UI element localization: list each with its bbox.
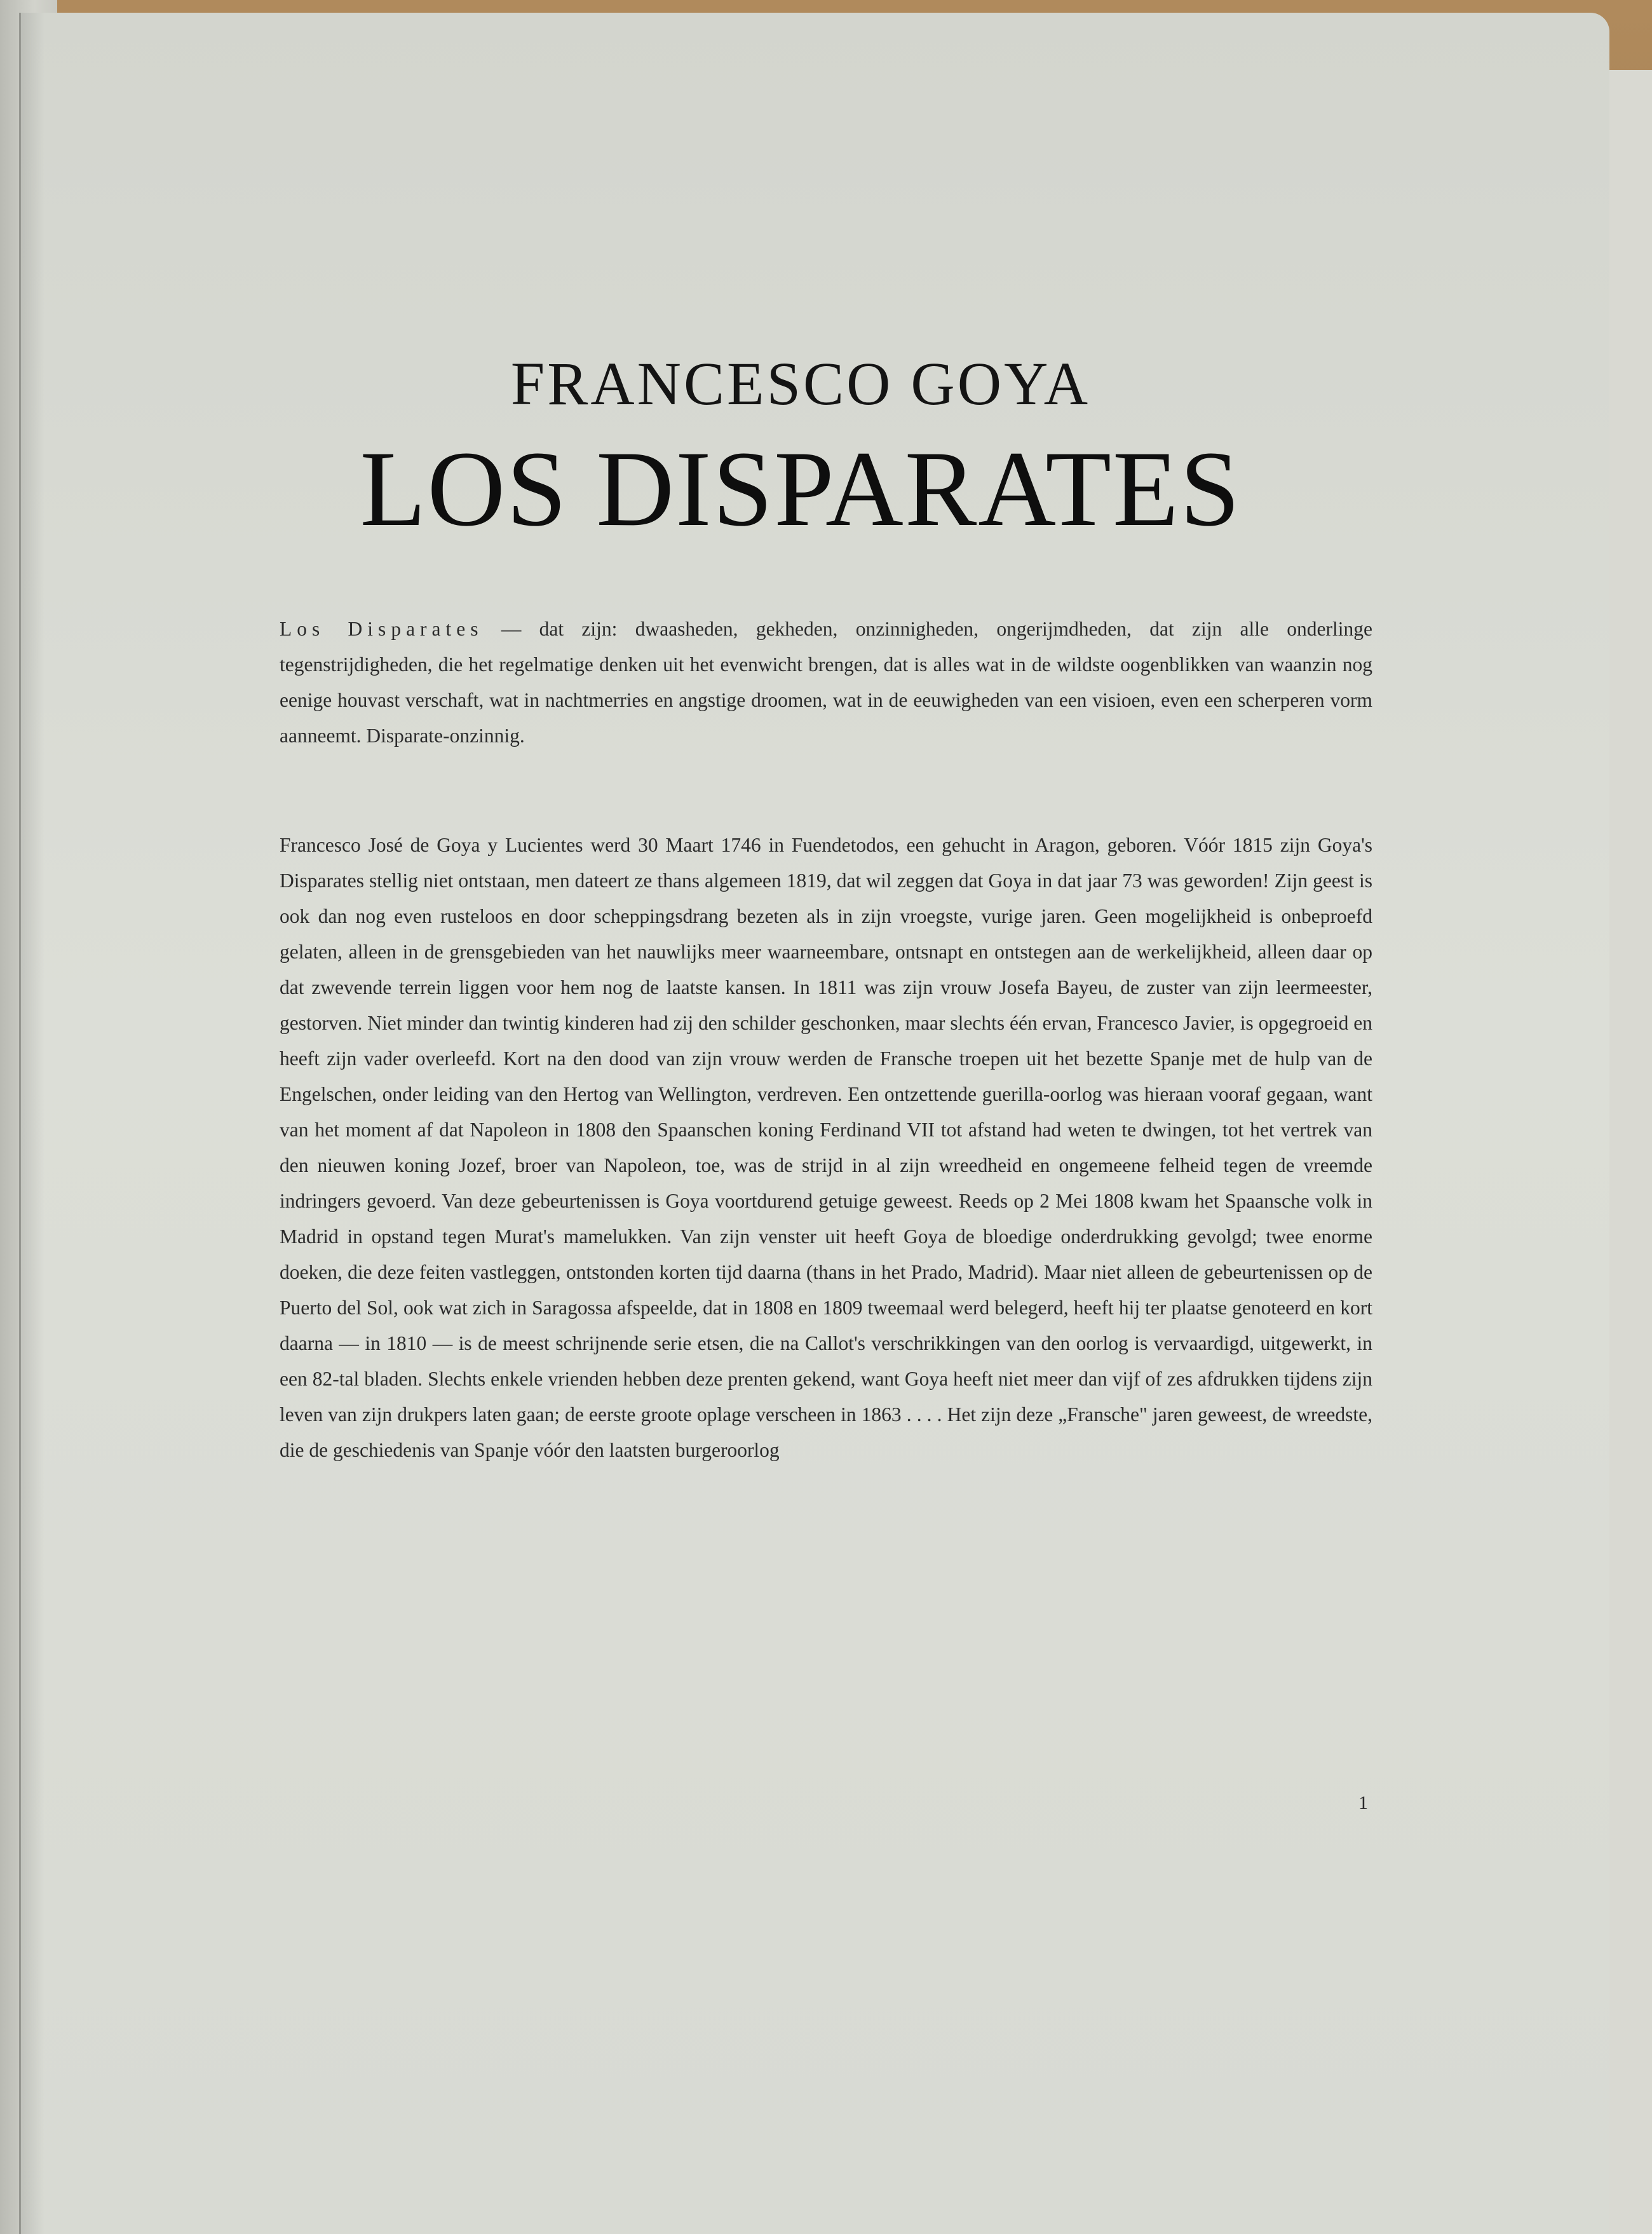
page-gutter-shadow [19, 13, 44, 2234]
page-number: 1 [1358, 1792, 1368, 1813]
body-paragraph: Francesco José de Goya y Lucientes werd 30 Maart 1746 in Fuendetodos, een gehucht in Aragon, geboren. Vóór 1815 zijn Goya's Disparates stellig niet ontstaan, men dateert ze thans algemeen 1819, dat wil zeggen dat Goya in dat jaar 73 was geworden! Zijn geest is ook dan nog even rusteloos en door scheppingsdrang bezeten als in zijn vroegste, vurige jaren. Geen mogelijkheid is onbeproefd gelaten, alleen in de grensgebieden van het nauwlijks meer waarneembare, ontsnapt en ontstegen aan de werkelijkheid, alleen daar op dat zwevende terrein liggen voor hem nog de laatste kansen. In 1811 was zijn vrouw Josefa Bayeu, de zuster van zijn leermeester, gestorven. Niet minder dan twintig kinderen had zij den schilder geschonken, maar slechts één ervan, Francesco Javier, is opgegroeid en heeft zijn vader overleefd. Kort na den dood van zijn vrouw werden de Fransche troepen uit het bezette Spanje met de hulp van de Engelschen, onder leiding van den Hertog van Wellington, verdreven. Een ontzettende guerilla-oorlog was hieraan vooraf gegaan, want van het moment af dat Napoleon in 1808 den Spaanschen koning Ferdinand VII tot afstand had weten te dwingen, tot het vertrek van den nieuwen koning Jozef, broer van Napoleon, toe, was de strijd in al zijn wreedheid en ongemeene felheid tegen de vreemde indringers gevoerd. Van deze gebeurtenissen is Goya voortdurend getuige geweest. Reeds op 2 Mei 1808 kwam het Spaansche volk in Madrid in opstand tegen Murat's mamelukken. Van zijn venster uit heeft Goya de bloedige onderdrukking gevolgd; twee enorme doeken, die deze feiten vastleggen, ontstonden korten tijd daarna (thans in het Prado, Madrid). Maar niet alleen de gebeurtenissen op de Puerto del Sol, ook wat zich in Saragossa afspeelde, dat in 1808 en 1809 tweemaal werd belegerd, heeft hij ter plaatse genoteerd en kort daarna — in 1810 — is de meest schrijnende serie etsen, die na Callot's verschrikkingen van den oorlog is vervaardigd, uitgewerkt, in een 82-tal bladen. Slechts enkele vrienden hebben deze prenten gekend, want Goya heeft niet meer dan vijf of zes afdrukken tijdens zijn leven van zijn drukpers laten gaan; de eerste groote oplage verscheen in 1863 . . . . Het zijn deze „Fransche" jaren geweest, de wreedste, die de geschiedenis van Spanje vóór den laatsten burgeroorlog [280, 834, 1372, 1461]
author-heading: FRANCESCO GOYA [510, 350, 1091, 418]
intro-text: — dat zijn: dwaasheden, gekheden, onzinnigheden, ongerijmdheden, dat zijn alle onderlinge tegenstrijdigheden, die het regelmatige denken uit het evenwicht brengen, dat is alles wat in de wildste oogenblikken van waanzin nog eenige houvast verschaft, wat in nachtmerries en angstige droomen, wat in de eeuwigheden van een visioen, even een scherperen vorm aanneemt. Disparate-onzinnig. [280, 618, 1373, 747]
page-title: LOS DISPARATES [360, 429, 1242, 548]
intro-lead-term: Los Disparates [280, 618, 484, 640]
intro-paragraph [280, 611, 1372, 754]
